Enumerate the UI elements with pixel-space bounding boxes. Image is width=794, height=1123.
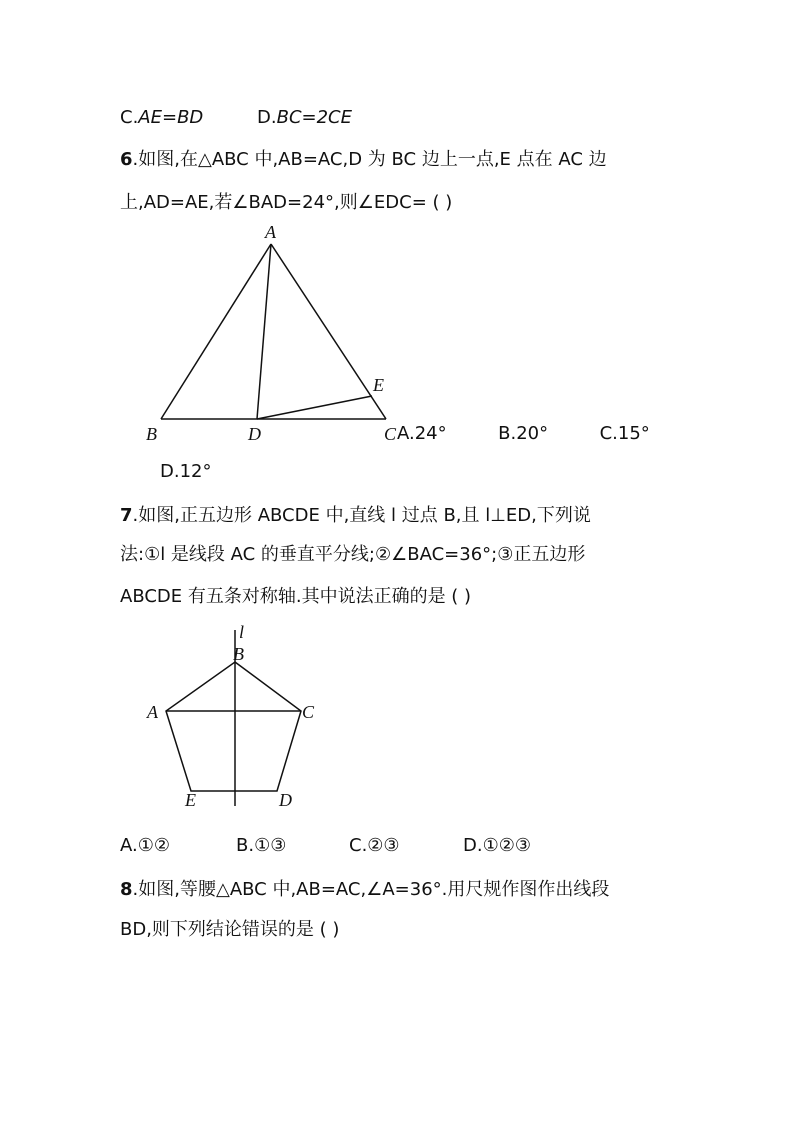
q7-stem-line3 <box>120 585 471 609</box>
q7-option-d-text: D.①②③ <box>463 835 531 856</box>
q6-option-d <box>160 460 212 484</box>
q6-segment-ad <box>257 244 271 419</box>
q7-text-line1: .如图,正五边形 ABCDE 中,直线 l 过点 B,且 l⊥ED,下列说 <box>132 505 591 526</box>
q6-edge-ab <box>161 244 271 419</box>
q7-option-c-text: C.②③ <box>349 835 400 856</box>
q7-option-b-text: B.①③ <box>236 835 287 856</box>
q5-option-d-label: D. <box>257 107 277 128</box>
q7-text-line2: 法:①l 是线段 AC 的垂直平分线;②∠BAC=36°;③正五边形 <box>120 544 586 565</box>
q7-label-e: E <box>185 790 196 810</box>
q6-label-b: B <box>146 424 157 444</box>
q6-number: 6 <box>120 149 133 170</box>
q7-label-l: l <box>239 622 245 642</box>
q6-options-abc <box>397 422 650 446</box>
q6-edge-ac <box>271 244 386 419</box>
q7-option-c <box>349 834 400 858</box>
q6-label-c: C <box>384 424 397 444</box>
q6-label-a: A <box>265 222 276 242</box>
q6-text-line2: 上,AD=AE,若∠BAD=24°,则∠EDC= ( ) <box>120 192 453 213</box>
q6-label-d: D <box>248 424 261 444</box>
q8-text-line2: BD,则下列结论错误的是 ( ) <box>120 919 340 940</box>
q7-option-b <box>236 834 286 858</box>
q7-pentagon <box>166 662 301 791</box>
q6-option-d-text: D.12° <box>160 461 212 482</box>
q7-label-b: B <box>233 644 244 664</box>
q7-text-line3: ABCDE 有五条对称轴.其中说法正确的是 ( ) <box>120 586 472 607</box>
q6-segment-de <box>257 396 372 419</box>
q7-option-a <box>120 834 170 858</box>
q5-option-d-expr: BC=2CE <box>276 107 352 128</box>
q6-options-inline: A.24° B.20° C.15° <box>397 423 650 444</box>
q8-number: 8 <box>120 879 133 900</box>
q7-stem-line2 <box>120 543 585 567</box>
q8-stem-line2 <box>120 918 339 942</box>
q7-label-a: A <box>147 702 158 722</box>
q5-option-c-label: C. <box>120 107 139 128</box>
q7-option-d <box>463 834 531 858</box>
q7-option-a-text: A.①② <box>120 835 170 856</box>
q7-number: 7 <box>120 505 133 526</box>
q5-option-c-expr: AE=BD <box>138 107 204 128</box>
q6-label-e: E <box>373 375 384 395</box>
q7-stem-line1 <box>120 504 591 528</box>
q7-label-d: D <box>279 790 292 810</box>
q6-text-line1: .如图,在△ABC 中,AB=AC,D 为 BC 边上一点,E 点在 AC 边 <box>132 149 607 170</box>
q8-stem-line1 <box>120 878 609 902</box>
q8-text-line1: .如图,等腰△ABC 中,AB=AC,∠A=36°.用尺规作图作出线段 <box>132 879 610 900</box>
q7-label-c: C <box>302 702 315 722</box>
